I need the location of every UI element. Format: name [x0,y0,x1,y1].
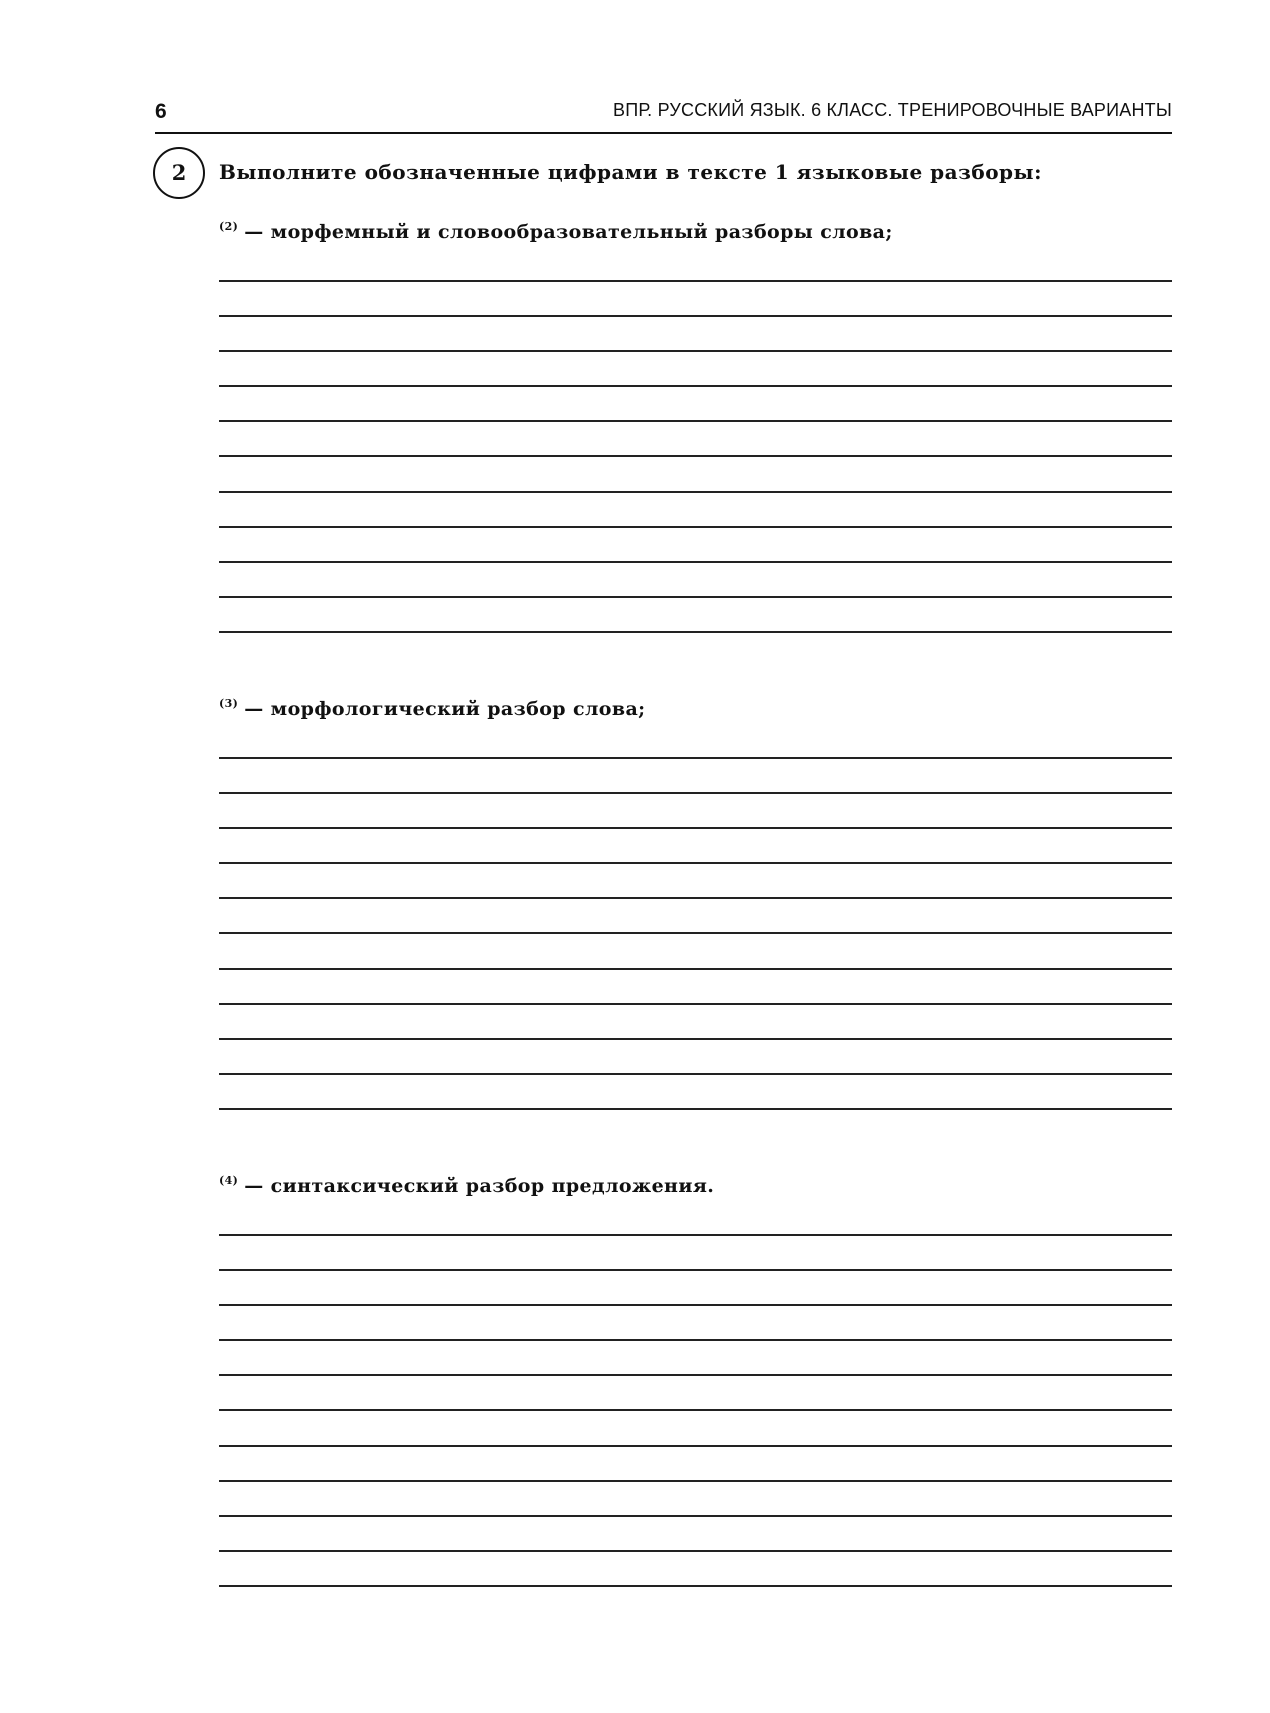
page-number: 6 [155,100,167,123]
answer-line[interactable] [219,1585,1172,1587]
section-label-4 [219,1174,714,1197]
answer-line[interactable] [219,1038,1172,1040]
answer-line[interactable] [219,1108,1172,1110]
task-number: 2 [171,160,187,185]
answer-line[interactable] [219,1409,1172,1411]
section-text: — морфемный и словообразовательный разборы слова; [244,221,893,243]
answer-line[interactable] [219,792,1172,794]
answer-line[interactable] [219,315,1172,317]
answer-line[interactable] [219,631,1172,633]
answer-line[interactable] [219,420,1172,422]
section-marker: (4) [219,1174,239,1187]
answer-line[interactable] [219,1234,1172,1236]
answer-line[interactable] [219,932,1172,934]
answer-line[interactable] [219,1374,1172,1376]
task-instruction: Выполните обозначенные цифрами в тексте 1 языковые разборы: [219,160,1042,184]
section-marker: (3) [219,697,239,710]
answer-line[interactable] [219,968,1172,970]
answer-line[interactable] [219,757,1172,759]
answer-line[interactable] [219,596,1172,598]
section-label-2 [219,220,893,243]
answer-line[interactable] [219,862,1172,864]
section-marker: (2) [219,220,239,233]
answer-line[interactable] [219,1339,1172,1341]
running-header [155,100,1172,134]
answer-line[interactable] [219,1445,1172,1447]
answer-line[interactable] [219,526,1172,528]
answer-line[interactable] [219,1550,1172,1552]
answer-line[interactable] [219,1269,1172,1271]
answer-line[interactable] [219,1515,1172,1517]
section-label-3 [219,697,646,720]
task-number-badge [153,147,205,199]
section-text: — синтаксический разбор предложения. [244,1175,715,1197]
answer-line[interactable] [219,455,1172,457]
answer-line[interactable] [219,897,1172,899]
section-text: — морфологический разбор слова; [244,698,646,720]
answer-line[interactable] [219,1073,1172,1075]
answer-line[interactable] [219,385,1172,387]
running-title: ВПР. РУССКИЙ ЯЗЫК. 6 КЛАСС. ТРЕНИРОВОЧНЫЕ ВАРИАНТЫ [613,100,1172,120]
answer-line[interactable] [219,1304,1172,1306]
answer-line[interactable] [219,491,1172,493]
answer-line[interactable] [219,827,1172,829]
answer-line[interactable] [219,561,1172,563]
answer-line[interactable] [219,350,1172,352]
answer-line[interactable] [219,280,1172,282]
answer-line[interactable] [219,1480,1172,1482]
answer-line[interactable] [219,1003,1172,1005]
